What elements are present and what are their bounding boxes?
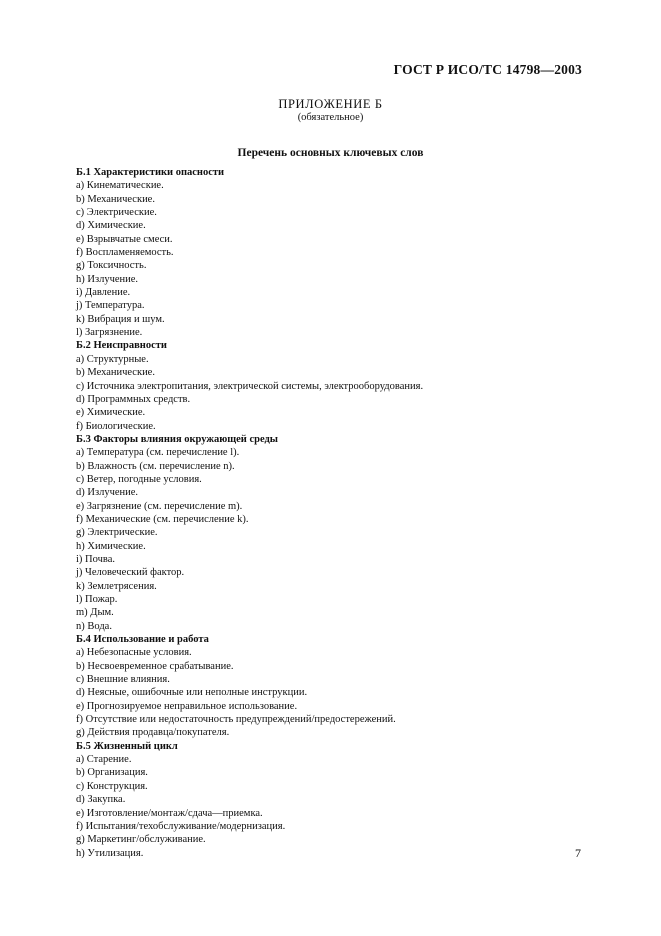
list-item: m) Дым. — [76, 607, 114, 619]
list-item: b) Организация. — [76, 767, 148, 779]
list-item: e) Прогнозируемое неправильное использование. — [76, 700, 298, 712]
keyword-list — [76, 166, 596, 860]
list-item: b) Механические. — [76, 367, 155, 379]
list-item: k) Вибрация и шум. — [76, 313, 165, 325]
list-item: a) Структурные. — [76, 353, 149, 365]
list-item: c) Конструкция. — [76, 780, 148, 792]
standard-code: ГОСТ Р ИСО/ТС 14798—2003 — [393, 62, 582, 77]
section-heading: Б.3 Факторы влияния окружающей среды — [76, 433, 278, 445]
section-heading: Б.4 Использование и работа — [76, 634, 209, 646]
list-item: i) Давление. — [76, 287, 131, 299]
list-item: f) Отсутствие или недостаточность предупреждений/предостережений. — [76, 714, 396, 726]
list-item: j) Человеческий фактор. — [76, 567, 185, 579]
list-item: h) Утилизация. — [76, 847, 144, 859]
list-item: a) Температура (см. перечисление l). — [76, 447, 240, 459]
list-item: c) Источника электропитания, электрической системы, электрооборудования. — [76, 380, 424, 392]
list-item: a) Старение. — [76, 754, 132, 766]
list-item: b) Механические. — [76, 193, 155, 205]
list-item: e) Загрязнение (см. перечисление m). — [76, 500, 243, 512]
list-item: f) Испытания/техобслуживание/модернизация. — [76, 820, 286, 832]
list-title: Перечень основных ключевых слов — [237, 147, 424, 159]
list-item: g) Маркетинг/обслуживание. — [76, 834, 206, 846]
annex-subtitle: (обязательное) — [297, 112, 364, 123]
list-item: b) Несвоевременное срабатывание. — [76, 660, 234, 672]
list-item: n) Вода. — [76, 620, 112, 632]
list-item: f) Механические (см. перечисление k). — [76, 513, 249, 525]
section-heading: Б.5 Жизненный цикл — [76, 740, 178, 752]
list-item: d) Программных средств. — [76, 393, 191, 405]
list-item: h) Излучение. — [76, 273, 139, 285]
list-item: f) Воспламеняемость. — [76, 247, 174, 259]
list-item: c) Внешние влияния. — [76, 674, 170, 686]
list-item: c) Электрические. — [76, 207, 157, 219]
list-item: a) Небезопасные условия. — [76, 647, 192, 659]
list-item: b) Влажность (см. перечисление n). — [76, 460, 235, 472]
list-item: g) Электрические. — [76, 527, 158, 539]
section-heading: Б.2 Неисправности — [76, 340, 167, 352]
list-item: g) Токсичность. — [76, 260, 147, 272]
list-item: c) Ветер, погодные условия. — [76, 473, 202, 485]
list-item: a) Кинематические. — [76, 180, 164, 192]
list-item: e) Химические. — [76, 407, 146, 419]
list-item: g) Действия продавца/покупателя. — [76, 727, 230, 739]
section-heading: Б.1 Характеристики опасности — [76, 167, 225, 178]
page-number: 7 — [575, 846, 581, 860]
list-item: h) Химические. — [76, 540, 146, 552]
list-item: j) Температура. — [76, 300, 145, 312]
list-item: i) Почва. — [76, 553, 115, 565]
list-item: l) Загрязнение. — [76, 327, 143, 339]
list-item: k) Землетрясения. — [76, 580, 157, 592]
list-item: d) Химические. — [76, 220, 146, 232]
list-item: l) Пожар. — [76, 594, 118, 605]
list-item: d) Неясные, ошибочные или неполные инструкции. — [76, 687, 308, 699]
annex-title: ПРИЛОЖЕНИЕ Б — [278, 97, 383, 111]
list-item: d) Излучение. — [76, 487, 139, 499]
list-item: d) Закупка. — [76, 794, 126, 806]
list-item: f) Биологические. — [76, 420, 156, 432]
list-item: e) Взрывчатые смеси. — [76, 233, 173, 245]
list-item: e) Изготовление/монтаж/сдача—приемка. — [76, 807, 263, 819]
